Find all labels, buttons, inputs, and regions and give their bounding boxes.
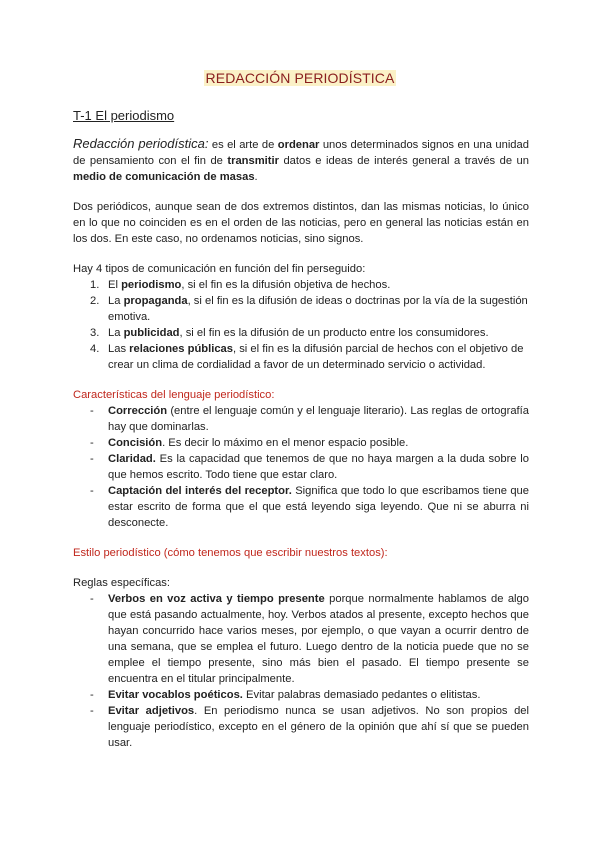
list-item: 1. El periodismo, si el fin es la difusión objetiva de hechos. (90, 279, 391, 291)
document-title: REDACCIÓN PERIODÍSTICA (205, 70, 395, 86)
types-list (73, 277, 529, 373)
paragraph-tipos-intro: Hay 4 tipos de comunicación en función del fin perseguido: (73, 263, 366, 275)
paragraph-periodicos: Dos periódicos, aunque sean de dos extremos distintos, dan las mismas noticias, lo único en lo que no coinciden es en el orden de las noticias, pero en general las noticias están en los dos. En este caso, no ordenamos noticias, sino signos. (73, 201, 529, 245)
reglas-list (73, 591, 529, 751)
reglas-label: Reglas específicas: (73, 577, 171, 589)
list-item: - Evitar vocablos poéticos. Evitar palabras demasiado pedantes o elitistas. (90, 689, 481, 701)
list-item: - Verbos en voz activa y tiempo presente porque normalmente hablamos de algo que está pasando actualmente, hoy. Verbos atados al presente, excepto hechos que hayan concurrido hace varios meses, por ejemplo, o que vayan a ocurrir dentro de una semana, que se emplea el futuro. Luego dentro de la noticia puede que no se emplee el tiempo presente, sino más bien el pasado. El tiempo presente se encuentra en el titular principalmente. (90, 593, 529, 685)
document-body (73, 136, 529, 751)
caracteristicas-list (73, 403, 529, 531)
list-item: - Captación del interés del receptor. Significa que todo lo que escribamos tiene que estar escrito de forma que el que está leyendo siga leyendo. Que ni se aburra ni desconecte. (90, 485, 529, 529)
caracteristicas-heading: Características del lenguaje periodístico: (73, 389, 275, 401)
estilo-heading: Estilo periodístico (cómo tenemos que escribir nuestros textos): (73, 547, 388, 559)
list-item: - Concisión. Es decir lo máximo en el menor espacio posible. (90, 437, 409, 449)
list-item: - Evitar adjetivos. En periodismo nunca se usan adjetivos. No son propios del lenguaje periodístico, excepto en el género de la opinión que ahí sí que se pueden usar. (90, 705, 530, 749)
list-item: - Claridad. Es la capacidad que tenemos de que no haya margen a la duda sobre lo que hemos escrito. Todo tiene que estar claro. (90, 453, 529, 481)
list-item: 2. La propaganda, si el fin es la difusión de ideas o doctrinas por la vía de la sugestión emotiva. (90, 295, 528, 323)
list-item: - Corrección (entre el lenguaje común y el lenguaje literario). Las reglas de ortografía hay que dominarlas. (90, 405, 529, 433)
section-heading: T-1 El periodismo (73, 108, 175, 123)
intro-term: Redacción periodística: (73, 136, 209, 151)
intro-paragraph: Redacción periodística: es el arte de ordenar unos determinados signos en una unidad de pensamiento con el fin de transmitir datos e ideas de interés general a través de un medio de comunicación de masas. (73, 136, 529, 183)
list-item: 3. La publicidad, si el fin es la difusión de un producto entre los consumidores. (90, 327, 489, 339)
list-item: 4. Las relaciones públicas, si el fin es la difusión parcial de hechos con el objetivo de crear un clima de cordialidad a favor de un determinado servicio o actividad. (90, 343, 524, 371)
